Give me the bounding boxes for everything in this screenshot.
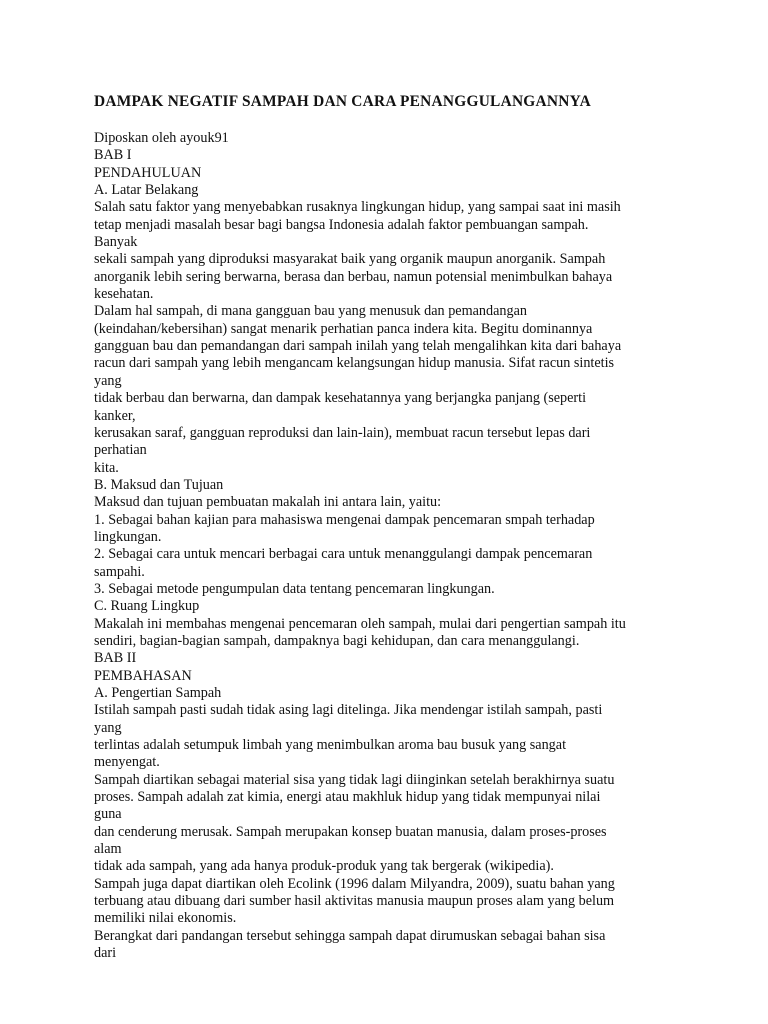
text-line: perhatian <box>94 442 147 459</box>
text-line: (keindahan/kebersihan) sangat menarik perhatian panca indera kita. Begitu dominannya <box>94 320 593 337</box>
text-line: terlintas adalah setumpuk limbah yang menimbulkan aroma bau busuk yang sangat <box>94 737 567 754</box>
text-line: B. Maksud dan Tujuan <box>94 476 224 493</box>
text-line: C. Ruang Lingkup <box>94 598 200 615</box>
text-line: kanker, <box>94 407 136 424</box>
text-line: Istilah sampah pasti sudah tidak asing lagi ditelinga. Jika mendengar istilah sampah, pasti <box>94 702 603 719</box>
text-line: 3. Sebagai metode pengumpulan data tentang pencemaran lingkungan. <box>94 580 495 597</box>
text-line: kita. <box>94 459 119 476</box>
text-line: Maksud dan tujuan pembuatan makalah ini antara lain, yaitu: <box>94 494 442 511</box>
text-line: Makalah ini membahas mengenai pencemaran oleh sampah, mulai dari pengertian sampah itu <box>94 615 626 632</box>
text-line: proses. Sampah adalah zat kimia, energi atau makhluk hidup yang tidak mempunyai nilai <box>94 789 601 806</box>
text-line: kesehatan. <box>94 286 154 303</box>
document-title: DAMPAK NEGATIF SAMPAH DAN CARA PENANGGULANGANNYA <box>94 93 591 110</box>
text-line: terbuang atau dibuang dari sumber hasil aktivitas manusia maupun proses alam yang belum <box>94 893 615 910</box>
text-line: BAB II <box>94 650 137 667</box>
text-line: tidak ada sampah, yang ada hanya produk-produk yang tak bergerak (wikipedia). <box>94 858 554 875</box>
text-line: gangguan bau dan pemandangan dari sampah inilah yang telah mengalihkan kita dari bahaya <box>94 338 622 355</box>
text-line: dari <box>94 945 117 962</box>
text-line: 1. Sebagai bahan kajian para mahasiswa mengenai dampak pencemaran smpah terhadap <box>94 511 595 528</box>
text-line: tetap menjadi masalah besar bagi bangsa Indonesia adalah faktor pembuangan sampah. <box>94 216 589 233</box>
text-line: Diposkan oleh ayouk91 <box>94 130 229 146</box>
text-line: memiliki nilai ekonomis. <box>94 910 237 927</box>
text-line: PENDAHULUAN <box>94 164 202 181</box>
text-line: Dalam hal sampah, di mana gangguan bau yang menusuk dan pemandangan <box>94 303 527 320</box>
text-line: yang <box>94 719 122 736</box>
text-line: tidak berbau dan berwarna, dan dampak kesehatannya yang berjangka panjang (seperti <box>94 390 587 407</box>
text-line: A. Latar Belakang <box>94 182 199 199</box>
text-line: Banyak <box>94 234 138 251</box>
text-line: sendiri, bagian-bagian sampah, dampaknya bagi kehidupan, dan cara menanggulangi. <box>94 632 580 649</box>
text-line: menyengat. <box>94 754 160 771</box>
text-line: 2. Sebagai cara untuk mencari berbagai cara untuk menanggulangi dampak pencemaran <box>94 546 593 563</box>
text-line: kerusakan saraf, gangguan reproduksi dan lain-lain), membuat racun tersebut lepas dari <box>94 424 591 441</box>
text-line: A. Pengertian Sampah <box>94 685 222 701</box>
text-line: sampahi. <box>94 563 145 580</box>
text-line: lingkungan. <box>94 528 162 545</box>
text-line: anorganik lebih sering berwarna, berasa dan berbau, namun potensial menimbulkan bahaya <box>94 268 613 285</box>
text-line: Salah satu faktor yang menyebabkan rusaknya lingkungan hidup, yang sampai saat ini masih <box>94 199 621 216</box>
document-body <box>94 130 694 963</box>
text-line: yang <box>94 372 122 389</box>
text-line: Sampah diartikan sebagai material sisa yang tidak lagi diinginkan setelah berakhirnya suatu <box>94 771 615 788</box>
text-line: BAB I <box>94 147 132 164</box>
text-line: PEMBAHASAN <box>94 667 192 684</box>
text-line: dan cenderung merusak. Sampah merupakan konsep buatan manusia, dalam proses-proses <box>94 823 607 840</box>
text-line: alam <box>94 841 122 858</box>
text-line: sekali sampah yang diproduksi masyarakat baik yang organik maupun anorganik. Sampah <box>94 251 606 268</box>
text-line: Sampah juga dapat diartikan oleh Ecolink (1996 dalam Milyandra, 2009), suatu bahan yang <box>94 875 615 892</box>
text-line: guna <box>94 806 122 823</box>
text-line: racun dari sampah yang lebih mengancam kelangsungan hidup manusia. Sifat racun sintetis <box>94 355 615 372</box>
text-line: Berangkat dari pandangan tersebut sehingga sampah dapat dirumuskan sebagai bahan sisa <box>94 927 606 944</box>
